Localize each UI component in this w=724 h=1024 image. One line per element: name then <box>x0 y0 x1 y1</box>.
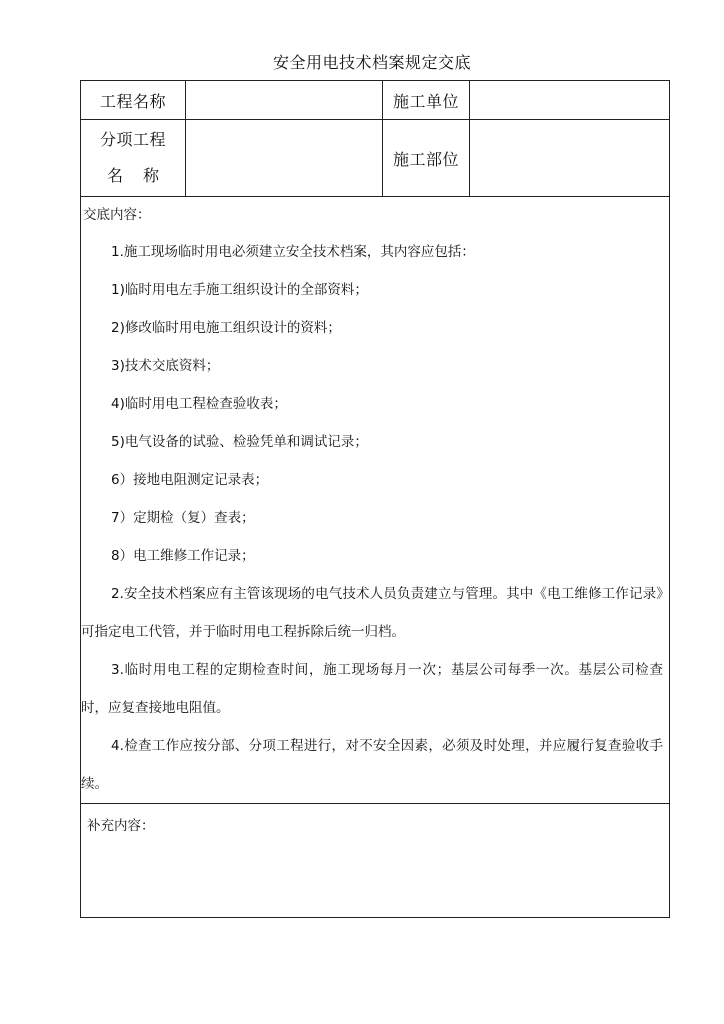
row-briefing-content <box>81 197 670 804</box>
briefing-sub-item: 7）定期检（复）查表； <box>111 510 255 526</box>
sub-project-label-line1: 分项工程 <box>99 130 166 149</box>
briefing-content-cell <box>81 197 670 804</box>
construction-unit-label: 施工单位 <box>383 81 470 120</box>
briefing-sub-item: 6）接地电阻测定记录表； <box>111 472 269 488</box>
briefing-point-3: 3.临时用电工程的定期检查时间，施工现场每月一次；基层公司每季一次。基层公司检查时，应复查接地电阻值。 <box>81 662 663 716</box>
briefing-point-1: 1.施工现场临时用电必须建立安全技术档案，其内容应包括： <box>111 244 475 260</box>
briefing-point-2: 2.安全技术档案应有主管该现场的电气技术人员负责建立与管理。其中《电工维修工作记录》可指定电工代管，并于临时用电工程拆除后统一归档。 <box>81 586 663 640</box>
briefing-form-table <box>80 80 670 918</box>
briefing-sub-item: 1)临时用电左手施工组织设计的全部资料； <box>111 282 368 298</box>
construction-part-field[interactable] <box>470 120 670 197</box>
row-project-name <box>81 81 670 120</box>
supplement-cell[interactable] <box>81 804 670 918</box>
document-title: 安全用电技术档案规定交底 <box>272 53 471 72</box>
briefing-sub-item: 5)电气设备的试验、检验凭单和调试记录； <box>111 434 368 450</box>
briefing-sub-item: 2)修改临时用电施工组织设计的资料； <box>111 320 341 336</box>
row-sub-project <box>81 120 670 197</box>
project-name-label: 工程名称 <box>81 81 186 120</box>
sub-project-field[interactable] <box>186 120 383 197</box>
briefing-sub-item: 4)临时用电工程检查验收表； <box>111 396 287 412</box>
construction-unit-field[interactable] <box>470 81 670 120</box>
briefing-label: 交底内容： <box>83 207 151 223</box>
sub-project-label <box>81 120 186 197</box>
briefing-point-4: 4.检查工作应按分部、分项工程进行，对不安全因素，必须及时处理，并应履行复查验收手续。 <box>81 738 663 792</box>
supplement-label: 补充内容： <box>87 818 155 834</box>
construction-part-label: 施工部位 <box>383 120 470 197</box>
project-name-field[interactable] <box>186 81 383 120</box>
row-supplement <box>81 804 670 918</box>
briefing-sub-item: 8）电工维修工作记录； <box>111 548 255 564</box>
sub-project-label-line2: 名称 <box>106 166 179 185</box>
briefing-sub-item: 3)技术交底资料； <box>111 358 220 374</box>
